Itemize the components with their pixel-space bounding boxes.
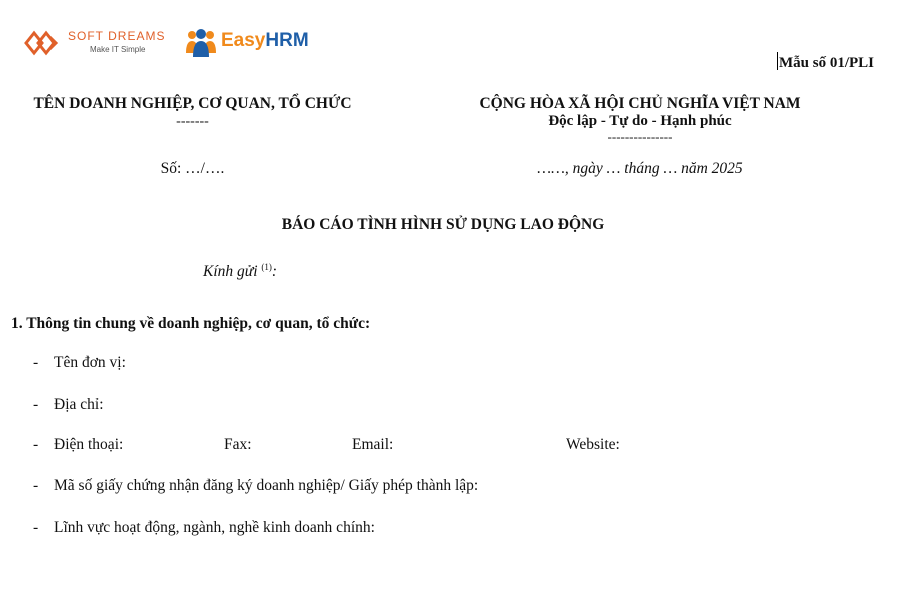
list-bullet: - [33,436,39,453]
national-title: CỘNG HÒA XÃ HỘI CHỦ NGHĨA VIỆT NAM [479,95,801,112]
business-field-label: Lĩnh vực hoạt động, ngành, nghề kinh doanh chính: [54,519,375,536]
people-group-icon [183,27,219,59]
email-label: Email: [352,436,394,453]
date-line: ……, ngày … tháng … năm 2025 [537,160,743,177]
organization-divider: ------- [176,114,209,129]
recipient-label: Kính gửi [203,263,258,281]
address-field [33,396,104,414]
text-cursor [777,52,778,70]
list-bullet: - [33,477,39,494]
national-divider: --------------- [607,129,673,144]
phone-label: Điện thoại: [54,436,124,453]
list-bullet: - [33,354,39,371]
easyhrm-part-easy: Easy [221,30,266,51]
report-title: BÁO CÁO TÌNH HÌNH SỬ DỤNG LAO ĐỘNG [281,216,605,233]
easyhrm-logo [183,27,323,59]
unit-name-field [33,354,126,372]
organization-name-placeholder: TÊN DOANH NGHIỆP, CƠ QUAN, TỔ CHỨC [33,95,352,112]
national-motto: Độc lập - Tự do - Hạnh phúc [548,113,732,129]
recipient-footnote: (1) [261,262,272,272]
softdreams-logo [22,27,172,59]
list-bullet: - [33,396,39,413]
section-1-heading: 1. Thông tin chung về doanh nghiệp, cơ quan, tổ chức: [11,315,371,332]
organization-header [20,95,365,131]
easyhrm-wordmark [221,30,309,52]
form-number [777,52,874,72]
easyhrm-part-hrm: HRM [265,30,309,51]
registration-field [33,477,478,495]
form-number-text: Mẫu số 01/PLI [778,55,874,71]
business-field [33,519,375,537]
reference-number: Số: …/…. [160,160,225,177]
softdreams-mark-icon [22,27,66,59]
recipient-colon: : [271,263,278,281]
national-header [440,95,840,144]
address-label: Địa chỉ: [54,396,104,413]
list-bullet: - [33,519,39,536]
registration-label: Mã số giấy chứng nhận đăng ký doanh nghiệp/ Giấy phép thành lập: [54,477,479,494]
softdreams-tagline: Make IT Simple [90,45,146,54]
website-label: Website: [566,436,620,453]
fax-label: Fax: [224,436,252,453]
contact-row [33,436,733,456]
unit-name-label: Tên đơn vị: [54,354,126,371]
softdreams-name: SOFT DREAMS [68,29,166,43]
recipient-line [203,262,277,281]
